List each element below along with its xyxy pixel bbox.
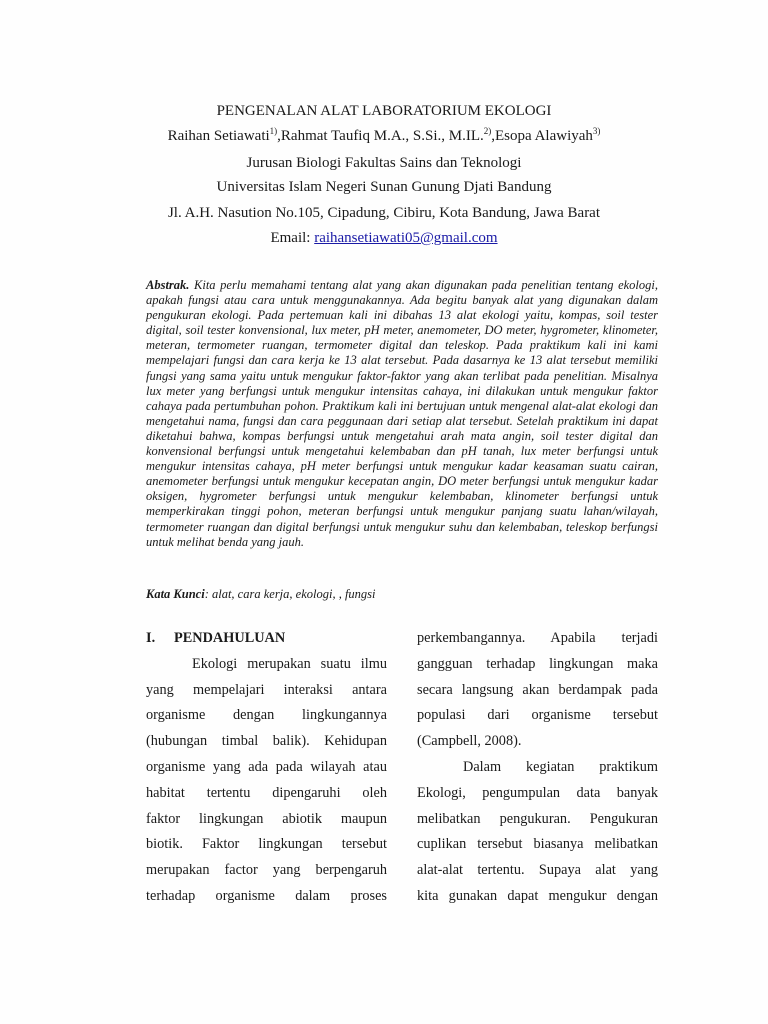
body-line: faktor lingkungan abiotik maupun — [146, 810, 387, 827]
body-line: Ekologi, pengumpulan data banyak — [417, 784, 658, 801]
affiliation-university: Universitas Islam Negeri Sunan Gunung Djati Bandung — [216, 179, 552, 195]
body-column-right — [417, 626, 658, 910]
affiliation-address: Jl. A.H. Nasution No.105, Cipadung, Cibiru, Kota Bandung, Jawa Barat — [167, 205, 601, 221]
body-line: populasi dari organisme tersebut — [417, 707, 658, 724]
author-affiliation-mark: 3) — [592, 126, 601, 136]
body-line: Dalam kegiatan praktikum — [463, 758, 658, 775]
body-line: terhadap organisme dalam proses — [146, 887, 387, 904]
section-number: I. — [146, 630, 156, 646]
body-line: cuplikan tersebut biasanya melibatkan — [417, 836, 658, 853]
abstract-text: Kita perlu memahami tentang alat yang akan digunakan pada penelitian tentang ekologi, apakah fungsi atau cara untuk menggunakannya. Ada begitu banyak alat yang digunakan dalam pengukuran ekologi. Pada pertemuan kali ini dibahas 13 alat ekologi yaitu, kompas, soil tester digital, soil tester konvensional, lux meter, pH meter, anemometer, DO meter, hygrometer, klinometer, meteran, termometer ruangan, termometer digital dan teleskop. Pada praktikum kali ini kami mempelajari fungsi dan cara kerja ke 13 alat tersebut. Pada dasarnya ke 13 alat tersebut memiliki fungsi yang sama yaitu untuk mengukur faktor-faktor yang akan terlibat pada penelitian. Misalnya lux meter yang berfungsi untuk mengukur intensitas cahaya, ini dilakukan untuk mengukur faktor cahaya pada pertumbuhan pohon. Praktikum kali ini bertujuan untuk mengenal alat-alat ekologi dan mengetahui nama, fungsi dan cara peggunaan dari setiap alat tersebut. Setelah praktikum ini dapat diketahui bahwa, kompas berfungsi untuk mengetahui arah mata angin, soil tester digital dan konvensional berfungsi untuk mengetahui kelembaban dan pH tanah, lux meter berfungsi untuk mengukur intensitas cahaya, pH meter berfungsi untuk mengukur kadar keasaman suatu cairan, anemometer berfungsi untuk mengukur kecepatan angin, DO meter berfungsi untuk mengukur kadar oksigen, hygrometer berfungsi untuk mengukur kelembaban, klinometer berfungsi untuk memperkirakan tinggi pohon, meteran berfungsi untuk mengukur panjang suatu lahan/wilayah, termometer ruangan dan digital berfungsi untuk mengukur suhu dan kelembaban, teleskop berfungsi untuk melihat benda yang jauh. — [146, 278, 658, 549]
email-line — [0, 229, 768, 247]
body-line: secara langsung akan berdampak pada — [417, 681, 658, 698]
email-link[interactable]: raihansetiawati05@gmail.com — [314, 230, 498, 246]
abstract — [146, 278, 658, 550]
abstract-label: Abstrak. — [146, 278, 190, 292]
body-line: Ekologi merupakan suatu ilmu — [192, 655, 387, 672]
author-name: Rahmat Taufiq M.A., S.Si., M.IL. — [280, 128, 484, 144]
section-heading — [146, 626, 387, 652]
body-line: kita gunakan dapat mengukur dengan — [417, 887, 658, 904]
email-label: Email: — [270, 230, 315, 246]
body-line: (Campbell, 2008). — [417, 733, 522, 750]
body-line: melibatkan pengukuran. Pengukuran — [417, 810, 658, 827]
author-affiliation-mark: 1) — [269, 126, 278, 136]
author-line: Raihan Setiawati$^{1)}$,Rahmat Taufiq M.A., S.Si., M.IL.$^{2)}$,Esopa Alawiyah$^{3)}$ — [167, 126, 601, 144]
author-affiliation-mark: 2) — [483, 126, 492, 136]
body-line: organisme yang ada pada wilayah atau — [146, 758, 387, 775]
body-line: habitat tertentu dipengaruhi oleh — [146, 784, 387, 801]
body-line: biotik. Faktor lingkungan tersebut — [146, 836, 387, 853]
keywords-label: Kata Kunci — [146, 587, 205, 601]
body-line: yang mempelajari interaksi antara — [146, 681, 387, 698]
body-line: organisme dengan lingkungannya — [146, 707, 387, 724]
body-line: perkembangannya. Apabila terjadi — [417, 630, 658, 646]
author-name: Raihan Setiawati — [167, 128, 270, 144]
body-line: gangguan terhadap lingkungan maka — [417, 655, 658, 672]
paper-title: PENGENALAN ALAT LABORATORIUM EKOLOGI — [216, 103, 552, 119]
body-line: alat-alat tertentu. Supaya alat yang — [417, 862, 658, 879]
body-line: merupakan factor yang berpengaruh — [146, 862, 387, 879]
body-column-left — [146, 626, 387, 910]
keywords — [146, 587, 658, 602]
author-name: Esopa Alawiyah — [495, 128, 593, 144]
section-title: PENDAHULUAN — [174, 630, 286, 646]
body-line: (hubungan timbal balik). Kehidupan — [146, 733, 387, 750]
affiliation-department: Jurusan Biologi Fakultas Sains dan Teknologi — [246, 155, 522, 171]
keywords-text: : alat, cara kerja, ekologi, , fungsi — [204, 587, 376, 601]
